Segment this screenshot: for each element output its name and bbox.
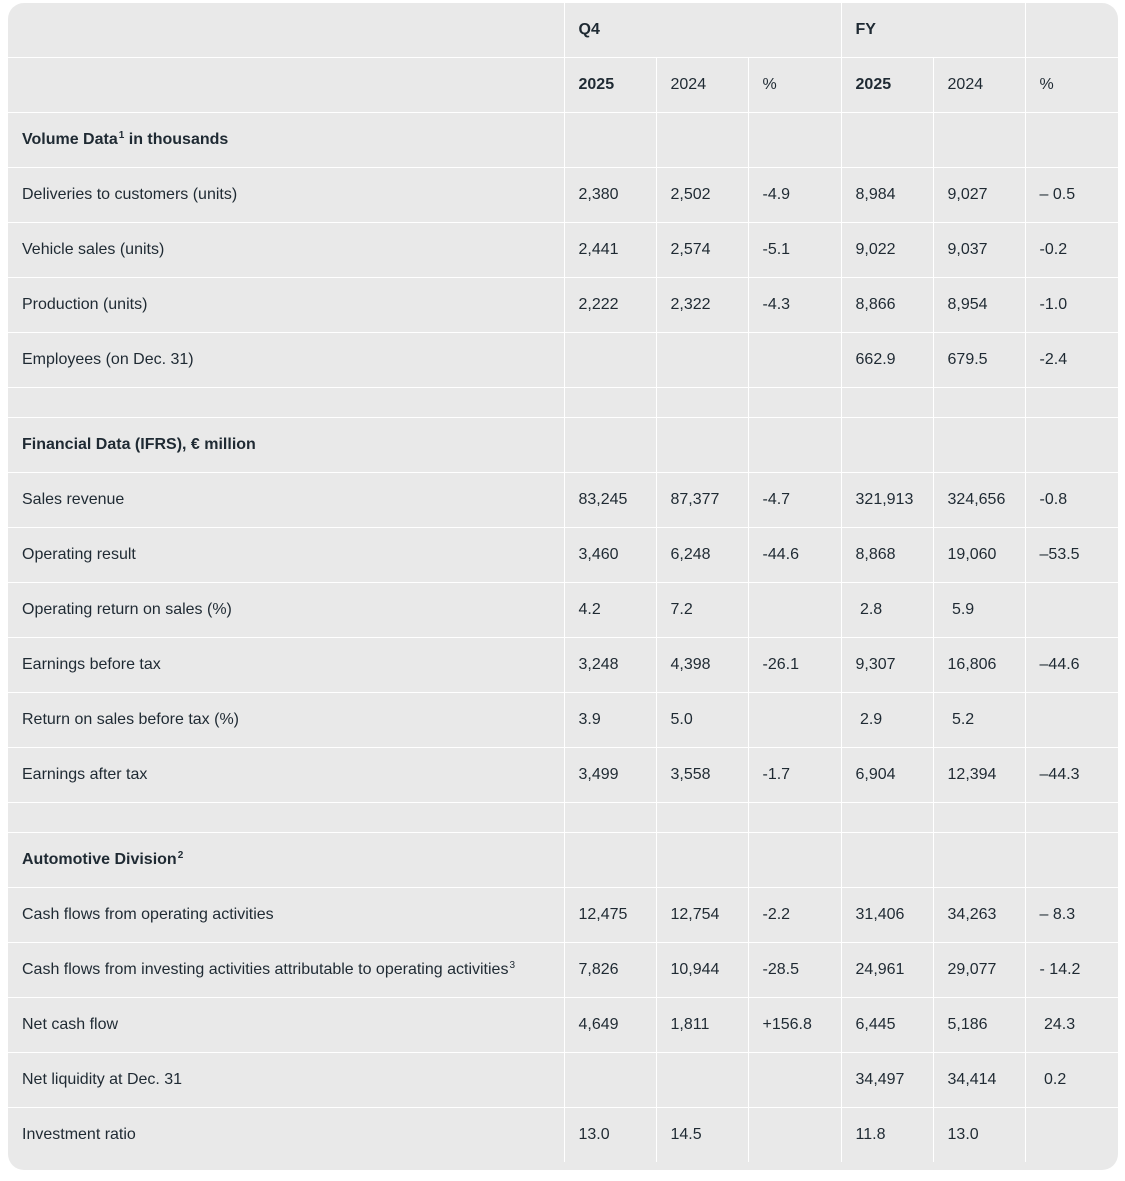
spacer-row	[8, 803, 1118, 833]
value-cell: –44.6	[1025, 638, 1118, 693]
table-row	[8, 223, 1118, 278]
spacer-cell	[8, 803, 564, 833]
spacer-cell	[933, 388, 1025, 418]
row-label-text: Cash flows from operating activities	[22, 906, 274, 923]
spacer-cell	[8, 388, 564, 418]
row-label-text: Sales revenue	[22, 491, 125, 508]
table-row	[8, 333, 1118, 388]
empty-cell	[933, 113, 1025, 168]
row-label-text: Production (units)	[22, 296, 148, 313]
value-cell: 3,248	[564, 638, 656, 693]
spacer-cell	[564, 803, 656, 833]
value-cell: 5.0	[656, 693, 748, 748]
row-label-text: Vehicle sales (units)	[22, 241, 165, 258]
value-cell: 8,954	[933, 278, 1025, 333]
spacer-cell	[748, 803, 841, 833]
key-figures-table-container	[8, 3, 1118, 1170]
table-row	[8, 168, 1118, 223]
value-cell: – 8.3	[1025, 888, 1118, 943]
value-cell: 5,186	[933, 998, 1025, 1053]
spacer-cell	[656, 803, 748, 833]
value-cell	[1025, 583, 1118, 638]
row-label-text: Return on sales before tax (%)	[22, 711, 239, 728]
value-cell: 10,944	[656, 943, 748, 998]
header-empty-cell	[8, 3, 564, 58]
header-q4-pct: %	[748, 58, 841, 113]
value-cell	[748, 1053, 841, 1108]
row-label	[8, 943, 564, 998]
row-label	[8, 168, 564, 223]
value-cell: 662.9	[841, 333, 933, 388]
empty-cell	[933, 418, 1025, 473]
footnote-marker: 3	[509, 960, 516, 971]
row-label	[8, 278, 564, 333]
value-cell: 9,307	[841, 638, 933, 693]
spacer-cell	[656, 388, 748, 418]
section-title-text: Automotive Division	[22, 851, 177, 868]
header-empty-cell	[8, 58, 564, 113]
section-header-row	[8, 418, 1118, 473]
value-cell	[1025, 1108, 1118, 1163]
row-label	[8, 473, 564, 528]
value-cell: 2,380	[564, 168, 656, 223]
value-cell: 29,077	[933, 943, 1025, 998]
header-empty-cell	[1025, 3, 1118, 58]
spacer-row	[8, 388, 1118, 418]
header-q4: Q4	[564, 3, 841, 58]
section-title-text: Volume Data	[22, 131, 118, 148]
value-cell: 13.0	[564, 1108, 656, 1163]
table-row	[8, 528, 1118, 583]
section-title-text: Financial Data (IFRS), € million	[22, 436, 256, 453]
value-cell: 6,248	[656, 528, 748, 583]
table-row	[8, 888, 1118, 943]
value-cell: 3,558	[656, 748, 748, 803]
footnote-marker: 1	[118, 130, 125, 141]
value-cell: 6,445	[841, 998, 933, 1053]
header-row-periods	[8, 3, 1118, 58]
empty-cell	[564, 418, 656, 473]
empty-cell	[1025, 113, 1118, 168]
value-cell: 3,499	[564, 748, 656, 803]
value-cell: -1.7	[748, 748, 841, 803]
header-fy-pct: %	[1025, 58, 1118, 113]
value-cell	[656, 1053, 748, 1108]
value-cell: 3.9	[564, 693, 656, 748]
value-cell: 5.9	[933, 583, 1025, 638]
header-fy: FY	[841, 3, 1025, 58]
empty-cell	[748, 418, 841, 473]
value-cell: -4.3	[748, 278, 841, 333]
value-cell: 3,460	[564, 528, 656, 583]
value-cell: 7.2	[656, 583, 748, 638]
header-q4-2024: 2024	[656, 58, 748, 113]
value-cell: 2,222	[564, 278, 656, 333]
footnote-marker: 2	[177, 850, 184, 861]
value-cell: -44.6	[748, 528, 841, 583]
row-label-text: Earnings before tax	[22, 656, 161, 673]
value-cell	[748, 583, 841, 638]
section-title	[8, 833, 564, 888]
section-title	[8, 113, 564, 168]
row-label	[8, 888, 564, 943]
row-label-text: Cash flows from investing activities attributable to operating activities	[22, 961, 509, 978]
empty-cell	[841, 113, 933, 168]
value-cell: 31,406	[841, 888, 933, 943]
table-row	[8, 638, 1118, 693]
empty-cell	[1025, 418, 1118, 473]
value-cell: -1.0	[1025, 278, 1118, 333]
row-label-text: Deliveries to customers (units)	[22, 186, 238, 203]
value-cell: +156.8	[748, 998, 841, 1053]
value-cell: 8,868	[841, 528, 933, 583]
value-cell: 4,398	[656, 638, 748, 693]
empty-cell	[748, 113, 841, 168]
value-cell: 9,027	[933, 168, 1025, 223]
value-cell: 24,961	[841, 943, 933, 998]
table-row	[8, 1108, 1118, 1163]
value-cell: 12,475	[564, 888, 656, 943]
empty-cell	[748, 833, 841, 888]
value-cell: -5.1	[748, 223, 841, 278]
row-label-text: Operating result	[22, 546, 136, 563]
value-cell: 16,806	[933, 638, 1025, 693]
value-cell	[564, 1053, 656, 1108]
value-cell: -28.5	[748, 943, 841, 998]
value-cell: 2,502	[656, 168, 748, 223]
value-cell: 324,656	[933, 473, 1025, 528]
value-cell: 8,984	[841, 168, 933, 223]
value-cell: 4.2	[564, 583, 656, 638]
value-cell: -0.8	[1025, 473, 1118, 528]
value-cell: 2,322	[656, 278, 748, 333]
value-cell: 24.3	[1025, 998, 1118, 1053]
value-cell	[748, 1108, 841, 1163]
value-cell: 0.2	[1025, 1053, 1118, 1108]
value-cell: 87,377	[656, 473, 748, 528]
section-title	[8, 418, 564, 473]
header-fy-2024: 2024	[933, 58, 1025, 113]
empty-cell	[564, 113, 656, 168]
value-cell: 2.8	[841, 583, 933, 638]
value-cell: -0.2	[1025, 223, 1118, 278]
value-cell: 34,414	[933, 1053, 1025, 1108]
header-row-years	[8, 58, 1118, 113]
row-label	[8, 1053, 564, 1108]
row-label-text: Net cash flow	[22, 1016, 119, 1033]
empty-cell	[933, 833, 1025, 888]
table-row	[8, 1053, 1118, 1108]
empty-cell	[1025, 833, 1118, 888]
row-label	[8, 528, 564, 583]
empty-cell	[841, 833, 933, 888]
empty-cell	[656, 113, 748, 168]
spacer-cell	[564, 388, 656, 418]
value-cell: 5.2	[933, 693, 1025, 748]
spacer-cell	[748, 388, 841, 418]
value-cell	[748, 333, 841, 388]
value-cell: 2,441	[564, 223, 656, 278]
row-label-text: Earnings after tax	[22, 766, 148, 783]
spacer-cell	[1025, 803, 1118, 833]
table-row	[8, 473, 1118, 528]
value-cell: 6,904	[841, 748, 933, 803]
value-cell: -4.7	[748, 473, 841, 528]
value-cell: –44.3	[1025, 748, 1118, 803]
row-label	[8, 223, 564, 278]
spacer-cell	[933, 803, 1025, 833]
row-label	[8, 1108, 564, 1163]
value-cell: 9,037	[933, 223, 1025, 278]
value-cell: 321,913	[841, 473, 933, 528]
value-cell: -2.2	[748, 888, 841, 943]
value-cell: - 14.2	[1025, 943, 1118, 998]
value-cell: 34,497	[841, 1053, 933, 1108]
value-cell	[748, 693, 841, 748]
empty-cell	[564, 833, 656, 888]
value-cell	[1025, 693, 1118, 748]
value-cell: 83,245	[564, 473, 656, 528]
value-cell	[564, 333, 656, 388]
value-cell: 2,574	[656, 223, 748, 278]
empty-cell	[841, 418, 933, 473]
value-cell: 4,649	[564, 998, 656, 1053]
table-row	[8, 998, 1118, 1053]
row-label-text: Net liquidity at Dec. 31	[22, 1071, 183, 1088]
header-fy-2025: 2025	[841, 58, 933, 113]
spacer-cell	[841, 803, 933, 833]
value-cell: 2.9	[841, 693, 933, 748]
empty-cell	[656, 833, 748, 888]
value-cell: –53.5	[1025, 528, 1118, 583]
empty-cell	[656, 418, 748, 473]
value-cell: -26.1	[748, 638, 841, 693]
row-label	[8, 748, 564, 803]
row-label-text: Investment ratio	[22, 1126, 136, 1143]
value-cell: 9,022	[841, 223, 933, 278]
value-cell	[656, 333, 748, 388]
value-cell: – 0.5	[1025, 168, 1118, 223]
row-label	[8, 998, 564, 1053]
spacer-cell	[1025, 388, 1118, 418]
value-cell: 1,811	[656, 998, 748, 1053]
key-figures-table	[8, 3, 1118, 1162]
section-title-suffix: in thousands	[124, 131, 229, 148]
header-q4-2025: 2025	[564, 58, 656, 113]
section-header-row	[8, 833, 1118, 888]
row-label	[8, 693, 564, 748]
value-cell: 679.5	[933, 333, 1025, 388]
value-cell: 7,826	[564, 943, 656, 998]
row-label	[8, 638, 564, 693]
value-cell: 14.5	[656, 1108, 748, 1163]
section-header-row	[8, 113, 1118, 168]
value-cell: 19,060	[933, 528, 1025, 583]
table-row	[8, 943, 1118, 998]
table-row	[8, 583, 1118, 638]
value-cell: 12,394	[933, 748, 1025, 803]
spacer-cell	[841, 388, 933, 418]
value-cell: 34,263	[933, 888, 1025, 943]
table-row	[8, 693, 1118, 748]
value-cell: 11.8	[841, 1108, 933, 1163]
value-cell: 8,866	[841, 278, 933, 333]
row-label	[8, 583, 564, 638]
value-cell: 12,754	[656, 888, 748, 943]
table-row	[8, 748, 1118, 803]
table-row	[8, 278, 1118, 333]
row-label	[8, 333, 564, 388]
row-label-text: Operating return on sales (%)	[22, 601, 232, 618]
value-cell: -2.4	[1025, 333, 1118, 388]
value-cell: 13.0	[933, 1108, 1025, 1163]
value-cell: -4.9	[748, 168, 841, 223]
row-label-text: Employees (on Dec. 31)	[22, 351, 194, 368]
